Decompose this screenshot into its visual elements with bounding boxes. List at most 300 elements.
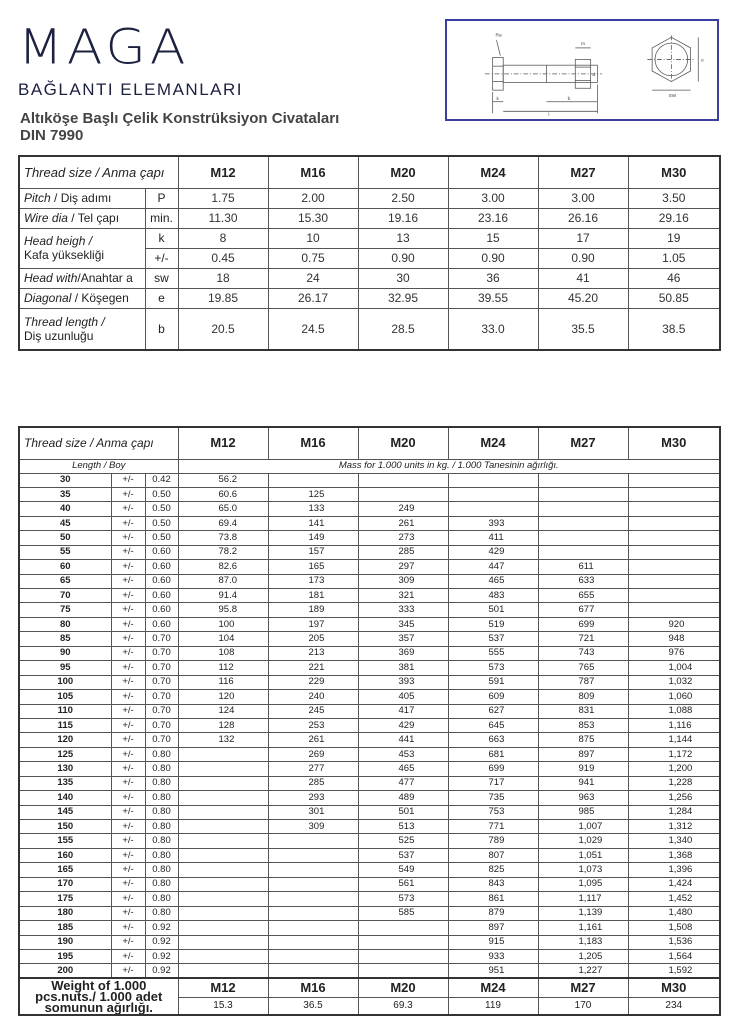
mass-row <box>19 848 720 862</box>
mass-value: 681 <box>448 747 538 761</box>
mass-value <box>268 848 358 862</box>
size-header-m24: M24 <box>448 156 538 188</box>
nut-size-m27: M27 <box>538 978 628 998</box>
mass-value <box>268 949 358 963</box>
mass-value <box>358 487 448 501</box>
mass-row <box>19 921 720 935</box>
mass-value: 87.0 <box>178 574 268 588</box>
tolerance-sign: +/- <box>111 632 145 646</box>
mass-value: 95.8 <box>178 603 268 617</box>
mass-size-header-m24: M24 <box>448 427 538 459</box>
spec-value: 38.5 <box>628 308 720 350</box>
mass-value: 285 <box>358 545 448 559</box>
size-header-m12: M12 <box>178 156 268 188</box>
mass-value <box>178 848 268 862</box>
tolerance-sign: +/- <box>111 892 145 906</box>
length-value: 170 <box>19 877 111 891</box>
mass-row <box>19 502 720 516</box>
spec-value: 10 <box>268 228 358 248</box>
mass-value <box>448 502 538 516</box>
tolerance-sign: +/- <box>111 646 145 660</box>
length-value: 90 <box>19 646 111 660</box>
mass-value: 285 <box>268 776 358 790</box>
mass-value: 157 <box>268 545 358 559</box>
length-value: 195 <box>19 949 111 963</box>
mass-value <box>178 949 268 963</box>
drawing-label-d: d <box>592 72 596 78</box>
mass-value: 807 <box>448 848 538 862</box>
mass-value: 133 <box>268 502 358 516</box>
mass-value: 1,007 <box>538 820 628 834</box>
spec-row-p <box>19 188 720 208</box>
mass-value <box>538 487 628 501</box>
tolerance-sign: +/- <box>111 834 145 848</box>
mass-value: 253 <box>268 718 358 732</box>
spec-value: 11.30 <box>178 208 268 228</box>
mass-value: 108 <box>178 646 268 660</box>
tolerance-sign: +/- <box>111 617 145 631</box>
mass-value: 735 <box>448 791 538 805</box>
mass-value: 861 <box>448 892 538 906</box>
length-value: 135 <box>19 776 111 790</box>
spec-row-label: Head heigh / Kafa yüksekliği <box>19 228 145 268</box>
tolerance-value: 0.60 <box>145 545 178 559</box>
mass-value <box>178 863 268 877</box>
length-value: 185 <box>19 921 111 935</box>
size-header-m30: M30 <box>628 156 720 188</box>
mass-value: 309 <box>358 574 448 588</box>
spec-row-symbol: P <box>145 188 178 208</box>
mass-value: 1,095 <box>538 877 628 891</box>
spec-value: 19.85 <box>178 288 268 308</box>
mass-value: 60.6 <box>178 487 268 501</box>
tolerance-sign: +/- <box>111 502 145 516</box>
mass-row <box>19 516 720 530</box>
spec-value: 0.90 <box>358 248 448 268</box>
mass-value: 853 <box>538 718 628 732</box>
spec-value: 46 <box>628 268 720 288</box>
mass-value: 1,139 <box>538 906 628 920</box>
mass-row <box>19 964 720 978</box>
spec-value: 1.05 <box>628 248 720 268</box>
mass-row <box>19 949 720 963</box>
mass-value <box>178 834 268 848</box>
spec-value: 26.16 <box>538 208 628 228</box>
tolerance-value: 0.60 <box>145 574 178 588</box>
mass-value: 537 <box>358 848 448 862</box>
nut-size-m16: M16 <box>268 978 358 998</box>
spec-row-sw <box>19 268 720 288</box>
spec-value: 26.17 <box>268 288 358 308</box>
mass-value <box>448 473 538 487</box>
mass-value: 128 <box>178 718 268 732</box>
mass-value: 477 <box>358 776 448 790</box>
length-label: Length / Boy <box>19 459 178 473</box>
mass-value <box>628 531 720 545</box>
mass-value: 920 <box>628 617 720 631</box>
spec-value: 29.16 <box>628 208 720 228</box>
tolerance-sign: +/- <box>111 690 145 704</box>
length-value: 110 <box>19 704 111 718</box>
tolerance-value: 0.60 <box>145 617 178 631</box>
mass-value: 1,183 <box>538 935 628 949</box>
spec-value: 24.5 <box>268 308 358 350</box>
mass-value: 104 <box>178 632 268 646</box>
mass-value: 1,227 <box>538 964 628 978</box>
length-value: 30 <box>19 473 111 487</box>
mass-value: 465 <box>448 574 538 588</box>
length-value: 45 <box>19 516 111 530</box>
spec-value: 30 <box>358 268 448 288</box>
mass-value <box>268 863 358 877</box>
mass-size-header-m30: M30 <box>628 427 720 459</box>
mass-value: 501 <box>358 805 448 819</box>
document-title <box>20 110 339 144</box>
mass-value <box>628 502 720 516</box>
tolerance-value: 0.60 <box>145 603 178 617</box>
mass-value: 573 <box>358 892 448 906</box>
mass-row <box>19 574 720 588</box>
mass-value <box>268 834 358 848</box>
mass-value: 789 <box>448 834 538 848</box>
mass-value: 1,340 <box>628 834 720 848</box>
mass-value <box>358 949 448 963</box>
mass-value: 1,424 <box>628 877 720 891</box>
mass-value: 1,172 <box>628 747 720 761</box>
brand-name: MAGA <box>18 20 190 76</box>
tolerance-sign: +/- <box>111 820 145 834</box>
spec-value: 50.85 <box>628 288 720 308</box>
mass-value: 429 <box>448 545 538 559</box>
drawing-label-e: e <box>701 58 704 64</box>
tolerance-sign: +/- <box>111 704 145 718</box>
mass-row <box>19 531 720 545</box>
mass-value <box>538 531 628 545</box>
nut-weight-label: Weight of 1.000 pcs.nuts./ 1.000 adet somunun ağırlığı. <box>19 978 178 1015</box>
mass-value: 1,144 <box>628 733 720 747</box>
mass-value: 441 <box>358 733 448 747</box>
mass-row <box>19 589 720 603</box>
tolerance-value: 0.60 <box>145 589 178 603</box>
spec-value: 2.50 <box>358 188 448 208</box>
tolerance-value: 0.70 <box>145 661 178 675</box>
mass-subheader-row <box>19 459 720 473</box>
tolerance-sign: +/- <box>111 791 145 805</box>
mass-value: 293 <box>268 791 358 805</box>
spec-value: 19 <box>628 228 720 248</box>
mass-value: 221 <box>268 661 358 675</box>
tolerance-sign: +/- <box>111 776 145 790</box>
tolerance-sign: +/- <box>111 733 145 747</box>
tolerance-value: 0.60 <box>145 560 178 574</box>
spec-row-symbol: e <box>145 288 178 308</box>
spec-row-b <box>19 308 720 350</box>
length-value: 50 <box>19 531 111 545</box>
mass-value: 453 <box>358 747 448 761</box>
tolerance-value: 0.70 <box>145 704 178 718</box>
mass-value <box>628 516 720 530</box>
tolerance-value: 0.70 <box>145 632 178 646</box>
mass-value: 141 <box>268 516 358 530</box>
mass-value: 1,368 <box>628 848 720 862</box>
mass-value: 591 <box>448 675 538 689</box>
mass-value: 132 <box>178 733 268 747</box>
mass-value <box>178 877 268 891</box>
brand-logo <box>18 20 244 100</box>
tolerance-value: 0.70 <box>145 733 178 747</box>
tolerance-sign: +/- <box>111 675 145 689</box>
tolerance-sign: +/- <box>111 805 145 819</box>
mass-row <box>19 733 720 747</box>
mass-value: 879 <box>448 906 538 920</box>
mass-value: 245 <box>268 704 358 718</box>
mass-value: 1,396 <box>628 863 720 877</box>
mass-value <box>628 545 720 559</box>
spec-value: 20.5 <box>178 308 268 350</box>
mass-value: 1,060 <box>628 690 720 704</box>
mass-value: 1,480 <box>628 906 720 920</box>
mass-value: 677 <box>538 603 628 617</box>
spec-value: 41 <box>538 268 628 288</box>
length-value: 200 <box>19 964 111 978</box>
mass-value: 825 <box>448 863 538 877</box>
mass-value: 919 <box>538 762 628 776</box>
mass-row <box>19 776 720 790</box>
mass-value <box>178 791 268 805</box>
spec-value: 1.75 <box>178 188 268 208</box>
size-header-m27: M27 <box>538 156 628 188</box>
mass-value: 369 <box>358 646 448 660</box>
mass-value: 112 <box>178 661 268 675</box>
mass-size-header-m12: M12 <box>178 427 268 459</box>
tolerance-value: 0.70 <box>145 690 178 704</box>
mass-value: 124 <box>178 704 268 718</box>
mass-value: 555 <box>448 646 538 660</box>
drawing-label-b: b <box>567 96 571 102</box>
mass-value: 645 <box>448 718 538 732</box>
tolerance-sign: +/- <box>111 762 145 776</box>
size-header-m20: M20 <box>358 156 448 188</box>
tolerance-value: 0.70 <box>145 646 178 660</box>
mass-value: 465 <box>358 762 448 776</box>
nut-weight-value: 170 <box>538 998 628 1015</box>
tolerance-value: 0.80 <box>145 906 178 920</box>
mass-value <box>538 473 628 487</box>
drawing-label-ra: Ra <box>495 33 502 39</box>
spec-value: 19.16 <box>358 208 448 228</box>
mass-value <box>268 906 358 920</box>
spec-value: 28.5 <box>358 308 448 350</box>
mass-value <box>178 747 268 761</box>
header-en: Thread size <box>24 164 92 180</box>
mass-value <box>178 935 268 949</box>
mass-row <box>19 906 720 920</box>
spec-value: 17 <box>538 228 628 248</box>
mass-value: 655 <box>538 589 628 603</box>
mass-value <box>358 473 448 487</box>
mass-value: 753 <box>448 805 538 819</box>
mass-value: 73.8 <box>178 531 268 545</box>
tolerance-value: 0.80 <box>145 805 178 819</box>
tolerance-value: 0.80 <box>145 863 178 877</box>
mass-value: 501 <box>448 603 538 617</box>
mass-value: 1,004 <box>628 661 720 675</box>
mass-value: 699 <box>448 762 538 776</box>
spec-value: 35.5 <box>538 308 628 350</box>
tolerance-value: 0.50 <box>145 487 178 501</box>
length-value: 95 <box>19 661 111 675</box>
mass-value: 411 <box>448 531 538 545</box>
tolerance-sign: +/- <box>111 516 145 530</box>
spec-row-e <box>19 288 720 308</box>
mass-row <box>19 805 720 819</box>
mass-value: 429 <box>358 718 448 732</box>
length-value: 175 <box>19 892 111 906</box>
mass-row <box>19 617 720 631</box>
spec-row-label: Diagonal / Köşegen <box>19 288 145 308</box>
length-value: 145 <box>19 805 111 819</box>
spec-value: 3.00 <box>538 188 628 208</box>
tolerance-sign: +/- <box>111 574 145 588</box>
tolerance-value: 0.80 <box>145 892 178 906</box>
tolerance-sign: +/- <box>111 877 145 891</box>
mass-row <box>19 690 720 704</box>
mass-value: 91.4 <box>178 589 268 603</box>
mass-value: 633 <box>538 574 628 588</box>
mass-value <box>178 906 268 920</box>
drawing-label-k: k <box>496 96 499 102</box>
nut-weight-value: 36.5 <box>268 998 358 1015</box>
tolerance-value: 0.80 <box>145 776 178 790</box>
mass-value <box>628 574 720 588</box>
title-line-1: Altıköşe Başlı Çelik Konstrüksiyon Civataları <box>20 110 340 127</box>
mass-size-header-m16: M16 <box>268 427 358 459</box>
mass-value: 1,592 <box>628 964 720 978</box>
mass-value: 1,088 <box>628 704 720 718</box>
length-value: 60 <box>19 560 111 574</box>
tolerance-sign: +/- <box>111 906 145 920</box>
spec-value: 45.20 <box>538 288 628 308</box>
spec-row-symbol: k <box>145 228 178 248</box>
mass-value: 561 <box>358 877 448 891</box>
length-value: 35 <box>19 487 111 501</box>
mass-value: 897 <box>538 747 628 761</box>
mass-table <box>18 426 721 1016</box>
mass-value: 277 <box>268 762 358 776</box>
tolerance-value: 0.70 <box>145 675 178 689</box>
tolerance-value: 0.92 <box>145 949 178 963</box>
spec-value: 3.00 <box>448 188 538 208</box>
title-line-2: DIN 7990 <box>20 127 84 144</box>
mass-value: 699 <box>538 617 628 631</box>
mass-value: 787 <box>538 675 628 689</box>
spec-header-row <box>19 156 720 188</box>
mass-value: 1,508 <box>628 921 720 935</box>
mass-value: 627 <box>448 704 538 718</box>
spec-value: 0.45 <box>178 248 268 268</box>
tolerance-value: 0.80 <box>145 747 178 761</box>
mass-value: 1,029 <box>538 834 628 848</box>
mass-row <box>19 935 720 949</box>
mass-value <box>538 516 628 530</box>
mass-value: 1,200 <box>628 762 720 776</box>
mass-value: 519 <box>448 617 538 631</box>
spec-row-symbol: b <box>145 308 178 350</box>
tolerance-sign: +/- <box>111 949 145 963</box>
mass-value: 611 <box>538 560 628 574</box>
length-value: 155 <box>19 834 111 848</box>
mass-value: 345 <box>358 617 448 631</box>
mass-value: 393 <box>358 675 448 689</box>
spec-value: 2.00 <box>268 188 358 208</box>
mass-row <box>19 603 720 617</box>
spec-value: 0.90 <box>538 248 628 268</box>
tolerance-value: 0.92 <box>145 964 178 978</box>
length-value: 130 <box>19 762 111 776</box>
bolt-drawing-svg <box>447 21 717 119</box>
mass-value <box>628 560 720 574</box>
mass-value: 447 <box>448 560 538 574</box>
length-value: 70 <box>19 589 111 603</box>
spec-value: 3.50 <box>628 188 720 208</box>
tolerance-value: 0.80 <box>145 834 178 848</box>
mass-value: 125 <box>268 487 358 501</box>
mass-value: 537 <box>448 632 538 646</box>
mass-value: 843 <box>448 877 538 891</box>
mass-value: 765 <box>538 661 628 675</box>
tolerance-value: 0.80 <box>145 791 178 805</box>
spec-row-symbol: sw <box>145 268 178 288</box>
mass-value <box>178 820 268 834</box>
mass-value <box>538 545 628 559</box>
tolerance-sign: +/- <box>111 935 145 949</box>
length-value: 190 <box>19 935 111 949</box>
mass-value: 573 <box>448 661 538 675</box>
mass-value: 1,032 <box>628 675 720 689</box>
tolerance-sign: +/- <box>111 589 145 603</box>
mass-value: 69.4 <box>178 516 268 530</box>
mass-row <box>19 560 720 574</box>
spec-value: 15 <box>448 228 538 248</box>
mass-value: 240 <box>268 690 358 704</box>
mass-value: 1,161 <box>538 921 628 935</box>
mass-label: Mass for 1.000 units in kg. / 1.000 Tanesinin ağırlığı. <box>178 459 720 473</box>
mass-value: 165 <box>268 560 358 574</box>
nut-weight-value: 69.3 <box>358 998 448 1015</box>
mass-value: 381 <box>358 661 448 675</box>
mass-value <box>358 921 448 935</box>
mass-value <box>628 603 720 617</box>
mass-value: 489 <box>358 791 448 805</box>
length-value: 150 <box>19 820 111 834</box>
length-value: 85 <box>19 632 111 646</box>
nut-size-m20: M20 <box>358 978 448 998</box>
spec-value: 0.75 <box>268 248 358 268</box>
mass-value: 65.0 <box>178 502 268 516</box>
mass-value: 985 <box>538 805 628 819</box>
length-value: 160 <box>19 848 111 862</box>
mass-value: 357 <box>358 632 448 646</box>
mass-row <box>19 675 720 689</box>
nut-weight-header-row <box>19 978 720 998</box>
mass-row <box>19 487 720 501</box>
mass-value <box>268 892 358 906</box>
mass-row <box>19 545 720 559</box>
spec-value: 0.90 <box>448 248 538 268</box>
mass-value: 100 <box>178 617 268 631</box>
mass-value: 948 <box>628 632 720 646</box>
mass-value: 585 <box>358 906 448 920</box>
